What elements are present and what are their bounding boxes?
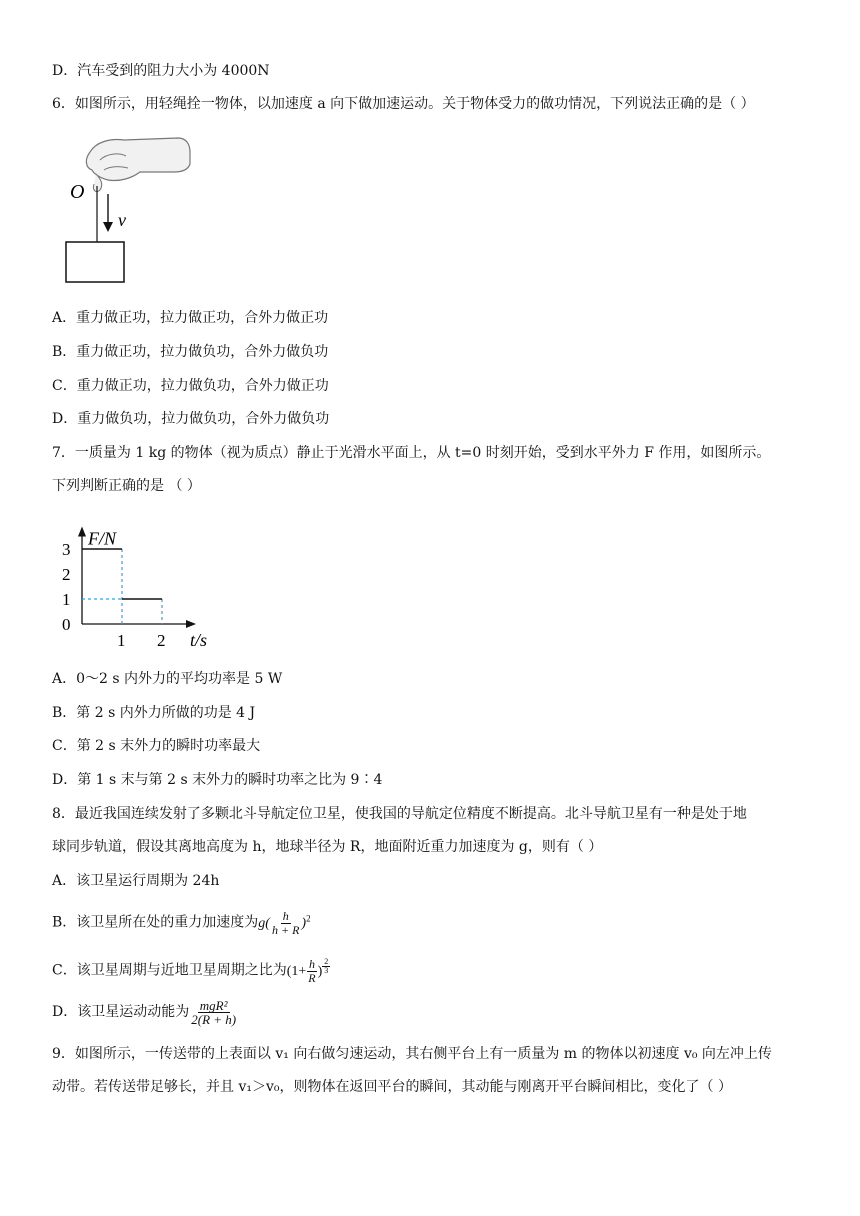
q8-option-c (52, 950, 330, 988)
q5-option-d: D．汽车受到的阻力大小为 4000N (52, 63, 270, 79)
x-axis-arrow (186, 620, 196, 628)
q8-option-b-text: B．该卫星所在处的重力加速度为 (52, 914, 259, 931)
q7-option-a: A．0～2 s 内外力的平均功率是 5 W (52, 671, 283, 687)
q7-option-d: D．第 1 s 末与第 2 s 末外力的瞬时功率之比为 9∶4 (52, 772, 383, 788)
q8-stem-line1: 8．最近我国连续发射了多颗北斗导航定位卫星，使我国的导航定位精度不断提高。北斗导航卫星有一种是处于地 (52, 806, 747, 822)
origin-label: 0 (62, 615, 71, 634)
velocity-label: v (118, 210, 126, 230)
hand-illustration (86, 138, 190, 192)
q6-stem: 6．如图所示，用轻绳拴一物体，以加速度 a 向下做加速运动。关于物体受力的做功情况，下列说法正确的是（ ） (52, 96, 755, 112)
q7-option-c: C．第 2 s 末外力的瞬时功率最大 (52, 738, 261, 754)
q8-option-d-formula: $\frac{\text{mgR²}}{2(R + h)}$ (191, 997, 237, 1027)
q9-stem-line2: 动带。若传送带足够长，并且 v₁＞v₀，则物体在返回平台的瞬间，其动能与刚离开平台瞬间相比，变化了（ ） (52, 1079, 732, 1095)
y-tick-label: 3 (62, 540, 71, 559)
q8-option-d (52, 994, 238, 1030)
x-axis-label: t/s (190, 630, 208, 648)
q6-option-b: B．重力做正功，拉力做负功，合外力做负功 (52, 344, 329, 360)
q8-option-a: A．该卫星运行周期为 24h (52, 873, 220, 889)
velocity-arrowhead (103, 222, 113, 232)
q6-option-c: C．重力做正功，拉力做负功，合外力做正功 (52, 378, 329, 394)
force-time-chart (52, 508, 232, 648)
x-tick-label: 1 (117, 631, 126, 648)
q7-stem-line2: 下列判断正确的是 （ ） (52, 478, 201, 494)
y-tick-label: 1 (62, 590, 71, 609)
q6-option-d: D．重力做负功，拉力做负功，合外力做负功 (52, 411, 330, 427)
q6-figure (60, 130, 200, 290)
q8-stem-line2: 球同步轨道，假设其离地高度为 h，地球半径为 R，地面附近重力加速度为 g，则有（ ） (52, 839, 603, 855)
point-o-label: O (70, 181, 85, 203)
q8-option-c-formula: (1+ $\frac{h}{R}$ ) $^{\frac{2}{3}}$ (286, 956, 329, 985)
q8-option-b (52, 902, 311, 940)
q7-stem-line1: 7．一质量为 1 kg 的物体（视为质点）静止于光滑水平面上，从 t=0 时刻开始，受到水平外力 F 作用，如图所示。 (52, 445, 771, 461)
q9-stem-line1: 9．如图所示，一传送带的上表面以 v₁ 向右做匀速运动，其右侧平台上有一质量为 m 的物体以初速度 v₀ 向左冲上传 (52, 1046, 772, 1062)
q8-option-c-text: C．该卫星周期与近地卫星周期之比为 (52, 962, 287, 979)
y-axis-label: F/N (88, 528, 117, 549)
q8-option-b-formula: g( $\frac{h}{h + R}$ )$^2$ (258, 908, 311, 937)
q6-option-a: A．重力做正功，拉力做正功，合外力做正功 (52, 310, 329, 326)
block (66, 242, 124, 282)
x-tick-label: 2 (157, 631, 166, 648)
q8-option-d-text: D．该卫星运动动能为 (52, 1004, 190, 1020)
y-axis-arrow (78, 527, 86, 537)
q7-option-b: B．第 2 s 内外力所做的功是 4 J (52, 705, 256, 721)
y-tick-label: 2 (62, 565, 71, 584)
